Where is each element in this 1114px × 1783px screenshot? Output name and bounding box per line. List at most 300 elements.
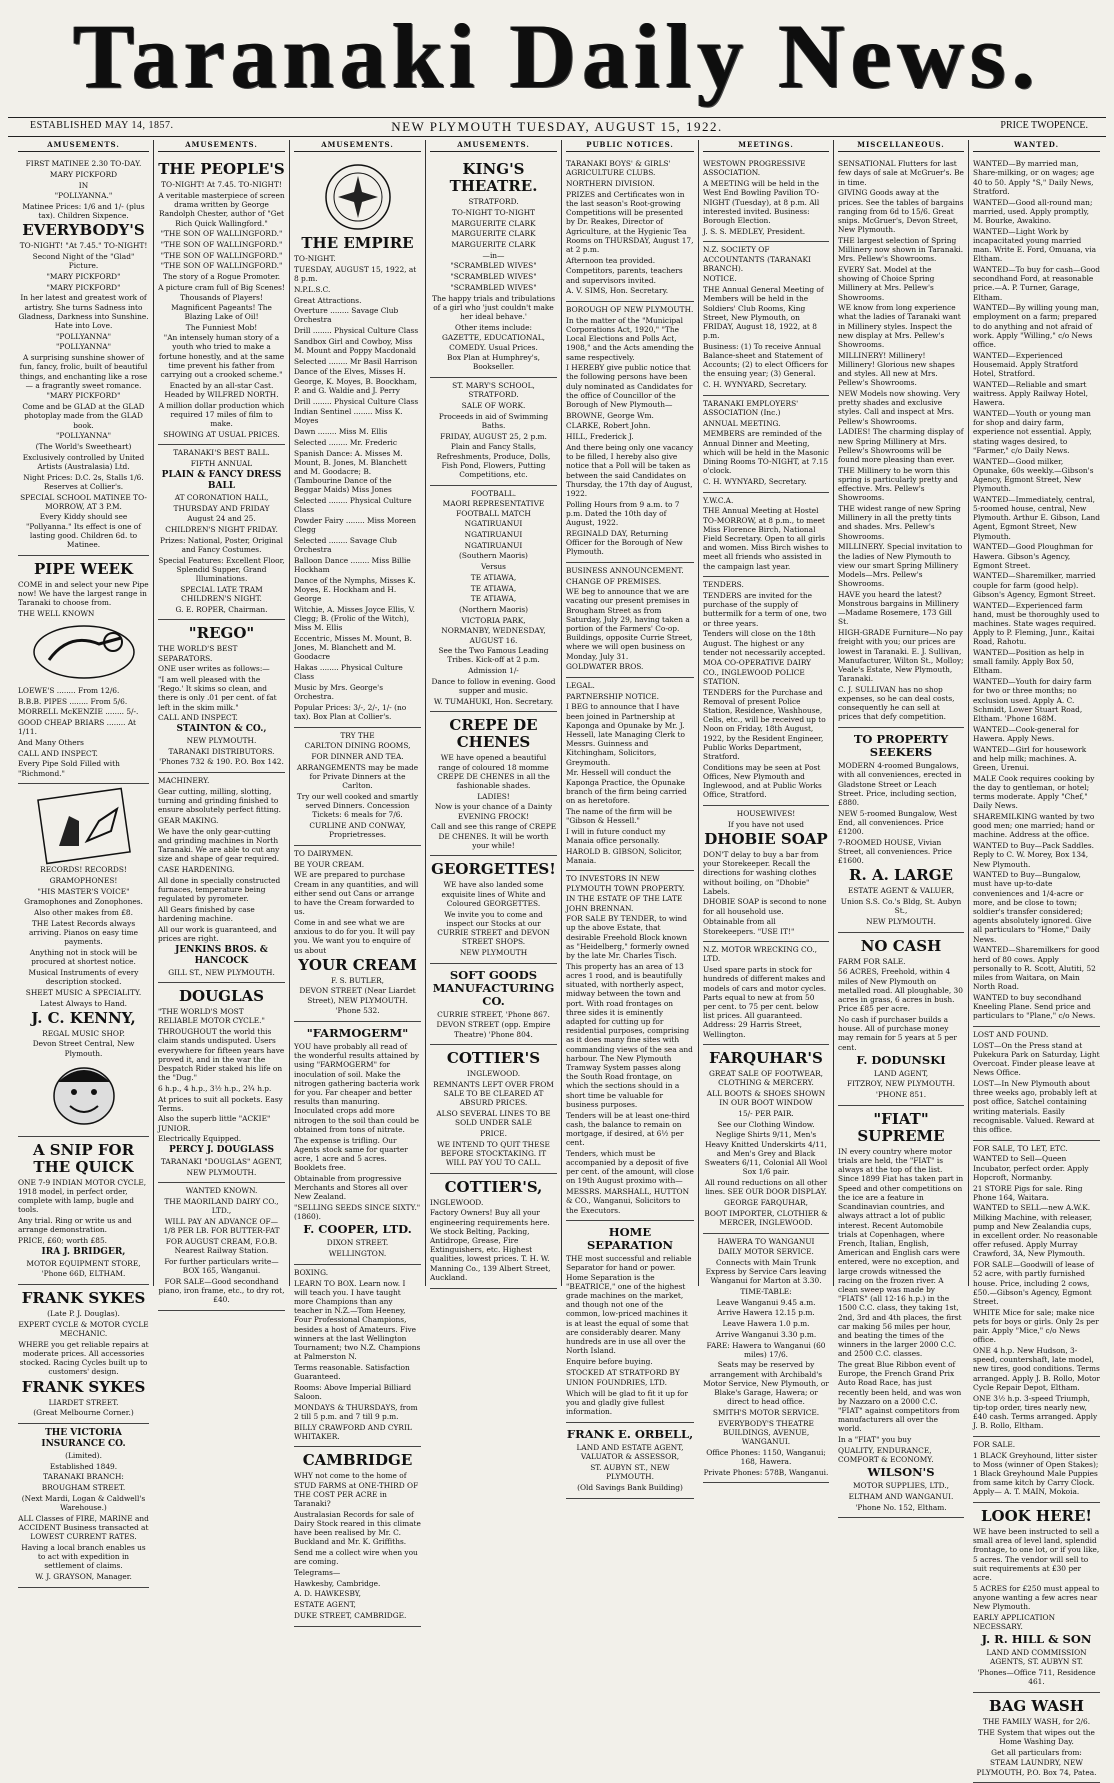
advertisement: [838, 728, 964, 933]
text-line: LOEWE'S ........ From 12/6.: [18, 686, 120, 696]
text-line: Competitors, parents, teachers and supervisors invited.: [566, 266, 683, 285]
text-line: THE Latest Records always arriving. Pianos on easy time payments.: [28, 918, 139, 947]
text-line: F. S. BUTLER,: [331, 975, 384, 985]
text-line: THE System that wipes out the Home Washing Day.: [978, 1727, 1095, 1746]
established-line: ESTABLISHED MAY 14, 1857.: [30, 120, 174, 131]
text-line: NEW PLYMOUTH.: [866, 917, 936, 927]
text-line: BROUGHAM STREET.: [41, 1483, 126, 1493]
text-line: WANTED—Youth or young man for shop and dairy farm, experience not essential. Apply, stating wages desired, to "Farmer," c/o Daily News.: [973, 408, 1092, 455]
text-line: Every Pipe Sold Filled with "Richmond.": [18, 759, 120, 778]
text-line: STEAM LAUNDRY, NEW PLYMOUTH, P.O. Box 74, Patea.: [976, 1758, 1097, 1777]
text-line: 'Phone 532.: [335, 1006, 380, 1016]
text-line: WE have opened a beautiful range of coloured 18 momme CREPE DE CHENES in all the fashionable shades.: [437, 753, 550, 791]
text-line: Gear cutting, milling, slotting, turning and grinding finished to ensure absolutely perfect fitting.: [158, 786, 281, 815]
text-line: In her latest and greatest work of artistry. She turns Sadness into Gladness, Darkness into Sunshine. Hate into Love.: [18, 293, 149, 331]
ad-heading: IRA J. BRIDGER,: [41, 1246, 126, 1257]
text-line: Arrive Hawera 12.15 p.m.: [717, 1308, 815, 1318]
text-line: NOTICE.: [703, 274, 737, 284]
text-line: "An intensely human story of a youth who tried to make a fortune honestly, and at the same time prevent his father from carrying out a crooked scheme.": [158, 333, 285, 380]
text-line: WANTED—Good all-round man; married, used. Apply promptly, M. Bourke, Awakino.: [973, 197, 1093, 225]
text-line: WANTED—Good Ploughman for Hawera. Gibson's Agency, Egmont Street.: [973, 542, 1093, 570]
ad-heading: COTTIER'S: [446, 1049, 541, 1068]
text-line: Enquire before buying.: [566, 1356, 653, 1366]
text-line: 'Phone No. 152, Eltham.: [855, 1502, 947, 1512]
text-line: PRICE, £60; worth £85.: [18, 1236, 107, 1246]
text-line: WESTOWN PROGRESSIVE ASSOCIATION.: [703, 159, 806, 178]
text-line: (Great Melbourne Corner.): [33, 1408, 134, 1418]
text-line: WANTED to Sell—Queen Incubator, perfect order. Apply Hopcroft, Normanby.: [973, 1154, 1089, 1182]
text-line: ESTATE AGENT,: [294, 1600, 356, 1610]
advertisement: [430, 964, 557, 1046]
text-line: MAORI REPRESENTATIVE FOOTBALL MATCH: [442, 499, 545, 518]
text-line: C. J. SULLIVAN has no shop expenses, so he can deal costs, consequently he can sell at prices that defy competition.: [838, 684, 955, 722]
text-line: B.B.B. PIPES ........ From 5/6.: [18, 696, 128, 706]
text-line: THURSDAY AND FRIDAY: [173, 503, 270, 513]
text-line: THE WELL KNOWN: [18, 608, 95, 618]
text-line: Established 1849.: [49, 1461, 118, 1471]
text-line: THE largest selection of Spring Millinery now shown in Taranaki. Mrs. Pellew's Showrooms.: [838, 235, 964, 264]
ad-heading: COTTIER'S,: [444, 1177, 543, 1196]
text-line: HIGH-GRADE Furniture—No pay freight with you; our prices are lowest in Taranaki. E. J. Sullivan, Manufacturer, Wilton St., Molloy; Veale's Estate, New Plymouth, Taranaki.: [838, 628, 964, 684]
text-line: Box Plan at Humphrey's, Bookseller.: [447, 353, 540, 372]
text-line: C. H. WYNYARD, Secretary.: [703, 477, 807, 486]
text-line: EARLY APPLICATION NECESSARY.: [973, 1612, 1056, 1632]
text-line: —in—: [482, 250, 505, 260]
text-line: A surprising sunshine shower of fun, fancy, frolic, built of beautiful things, and enchanting like a rose — a fragrantly sweet romance.: [19, 353, 148, 390]
text-line: ST. MARY'S SCHOOL, STRATFORD.: [452, 381, 535, 400]
text-line: FOR SALE, TO LET, ETC.: [973, 1143, 1068, 1153]
ad-heading: A SNIP FOR THE QUICK: [32, 1140, 135, 1176]
text-line: MILLINERY. Special invitation to the ladies of New Plymouth to view our smart Spring Millinery Models—Mrs. Pellew's Showrooms.: [838, 542, 963, 589]
text-line: A veritable masterpiece of screen drama written by George Randolph Chester, author of "Get Rich Quick Wallingford.": [158, 190, 285, 228]
text-line: The story of a Rogue Promoter.: [162, 272, 281, 282]
text-line: Thousands of Players! Magnificent Pageants! The Blazing Lake of Oil!: [171, 293, 272, 321]
text-line: Music by Mrs. George's Orchestra.: [294, 682, 384, 702]
text-line: 1 BLACK Greyhound, litter sister to Moss (winner of Open Stakes); 1 Black Greyhound Male Puppies from same kitch by Carry Clock. Apply— A. T. MAIN, Mokoia.: [973, 1450, 1099, 1497]
text-line: MOA CO-OPERATIVE DAIRY CO., INGLEWOOD POLICE STATION.: [703, 658, 812, 686]
ad-heading: WILSON'S: [867, 1465, 935, 1480]
text-line: "SCRAMBLED WIVES": [450, 282, 537, 292]
advertisement: [294, 728, 421, 846]
ad-heading: FRANK SYKES: [21, 1289, 146, 1308]
text-line: GAZETTE, EDUCATIONAL, COMEDY. Usual Prices.: [442, 333, 545, 352]
text-line: TENDERS for the Purchase and Removal of present Police Station, Residence, Washhouse, Cells, etc., will be received up to Noon on Friday, 18th August, 1922, by the Resident Engineer, Public Works Department, Stratford.: [703, 687, 826, 761]
newspaper-title: Taranaki Daily News.: [73, 5, 1041, 107]
text-line: WE INTEND TO QUIT THESE BEFORE STOCKTAKING. IT WILL PAY YOU TO CALL.: [437, 1139, 550, 1168]
text-line: SENSATIONAL Flutters for last few days of sale at McGruer's. Be in time.: [838, 159, 964, 187]
text-line: WE beg to announce that we are vacating our present premises in Brougham Street as from Saturday, July 29, having taken a portion of the Farmers' Co-op. Buildings, opposite Currie Street, where we will open business on Monday, July 31.: [566, 587, 693, 661]
advertisement: [18, 156, 149, 556]
text-line: MACHINERY.: [158, 776, 210, 786]
text-line: TE ATIAWA,: [470, 572, 517, 582]
text-line: HILL, Frederick J.: [566, 432, 634, 442]
ad-heading: THE PEOPLE'S: [158, 160, 285, 179]
text-line: W. J. GRAYSON, Manager.: [35, 1571, 132, 1581]
text-line: Balloon Dance ........ Miss Billie Hockham: [294, 555, 411, 574]
ad-heading: MEETINGS.: [703, 140, 829, 152]
text-line: 21 STORE Pigs for sale. Ring Phone 164, Waitara.: [973, 1183, 1083, 1202]
text-line: NEW PLYMOUTH: [459, 947, 528, 957]
text-line: GILL ST., NEW PLYMOUTH.: [168, 967, 275, 977]
victor-pipes-logo: [29, 622, 139, 682]
advertisement: [18, 556, 149, 785]
text-line: Come in and see what we are anxious to do for you. It will pay you. We want you to enquire of us about: [294, 917, 415, 955]
text-line: DIXON STREET.: [326, 1238, 389, 1248]
text-line: ST. AUBYN ST., NEW PLYMOUTH.: [590, 1463, 670, 1482]
text-line: Tenders will be at least one-third cash, the balance to remain on mortgage, if desired, at 6½ per cent.: [566, 1110, 690, 1148]
text-line: TO-NIGHT.: [294, 254, 336, 264]
text-line: NORMANBY, WEDNESDAY, AUGUST 16.: [441, 626, 546, 645]
text-line: WHY not come to the home of STUD FARMS at ONE-THIRD OF THE COST PER ACRE in Taranaki?: [294, 1471, 419, 1509]
text-line: BILLY CRAWFORD AND CYRIL WHITAKER.: [294, 1422, 412, 1441]
text-line: (Late P. J. Douglas).: [47, 1309, 120, 1319]
advertisement: [566, 156, 694, 302]
text-line: ONE 4 h.p. New Hudson, 3-speed, countershaft, late model, new tires, good conditions. Terms arranged. Apply J. B. Rollo, Motor Cycle Repair Depot, Eltham.: [973, 1345, 1100, 1392]
text-line: ARRANGEMENTS may be made for Private Dinners at the Carlton.: [296, 762, 419, 791]
advertisement: [703, 942, 829, 1045]
ad-heading: J. R. HILL & SON: [981, 1632, 1092, 1647]
ad-heading: "REGO": [188, 624, 255, 643]
text-line: All round reductions on all other lines. SEE OUR DOOR DISPLAY.: [704, 1178, 828, 1197]
text-line: No cash if purchaser builds a house. All of purchase money may remain for 5 years at 5 per cent.: [838, 1014, 957, 1052]
text-line: WELLINGTON.: [328, 1249, 387, 1259]
text-line: WANTED—Good milker, Opunake, 60s weekly.—Gibson's Agency, Egmont Street, New Plymouth.: [973, 456, 1094, 494]
advertisement: [973, 1693, 1100, 1783]
advertisement: [566, 302, 694, 563]
advertisement: [973, 1027, 1100, 1141]
advertisement: [703, 1045, 829, 1233]
text-line: WANTED—Sharemilker, married couple for farm (good help). Gibson's Agency, Egmont Street.: [973, 571, 1096, 599]
text-line: TO-NIGHT! "At 7.45." TO-NIGHT!: [19, 241, 148, 251]
advertisement: [430, 856, 557, 963]
text-line: Send me a collect wire when you are coming.: [294, 1548, 418, 1567]
text-line: INGLEWOOD.: [430, 1197, 484, 1207]
text-line: IN: [78, 180, 89, 190]
text-line: "THE WORLD'S MOST RELIABLE MOTOR CYCLE.": [158, 1007, 265, 1026]
text-line: In the matter of the "Municipal Corporations Act, 1920," "The Local Elections and Polls Act, 1908," and the Acts amending the same respectively.: [566, 315, 694, 362]
text-line: Also other makes from £8.: [34, 908, 133, 918]
text-line: WANTED—Experienced Housemaid. Apply Stratford Hotel, Stratford.: [973, 350, 1079, 379]
ad-heading: HOME SEPARATION: [586, 1225, 674, 1253]
text-line: Spanish Dance: A. Misses M. Mount, B. Jones, M. Blanchett and M. Goodacre; B. (Tambourine Dance of the Beggar Maids) Miss Jones: [294, 448, 407, 495]
advertisement: [158, 1183, 285, 1310]
text-line: "I am well pleased with the 'Rego.' It skims so clean, and there is only .01 per cent. of fat left in the skim milk.": [158, 674, 277, 712]
dateline-rule: [8, 136, 1106, 137]
advertisement: [703, 156, 829, 242]
text-line: LAND AND ESTATE AGENT, VALUATOR & ASSESSOR,: [576, 1443, 684, 1462]
text-line: NEW Models now showing. Very pretty shades and exclusive styles. Call and inspect at Mrs. Pellew's Showrooms.: [838, 389, 960, 426]
ad-heading: PERCY J. DOUGLASS: [169, 1145, 274, 1156]
text-line: TUESDAY, AUGUST 15, 1922, at 8 p.m.: [294, 264, 417, 284]
text-line: WANTED—Cook-general for Hawera. Apply News.: [973, 724, 1079, 743]
ad-heading: PIPE WEEK: [34, 559, 133, 578]
column-5: [562, 140, 699, 1492]
text-line: WANTED—Immediately, central, 5-roomed house, central, New Plymouth. Arthur E. Gibson, Land Agent, Egmont Street, New Plymouth.: [973, 494, 1100, 541]
text-line: If you have not used: [728, 819, 804, 829]
text-line: EVERY Sat. Model at the showing of Choice Spring Millinery at Mrs. Pellew's Showrooms.: [838, 264, 935, 302]
ad-heading: THE VICTORIA INSURANCE CO.: [41, 1427, 126, 1449]
text-line: Conditions may be seen at Post Offices, New Plymouth and Inglewood, and at Public Works Office, Stratford.: [703, 762, 822, 800]
text-line: DEVON STREET (opp. Empire Theatre) 'Phone 804.: [436, 1020, 551, 1039]
advertisement: [158, 773, 285, 983]
text-line: Factory Owners! Buy all your engineering requirements here. We stock Belting, Packing, Antidrope, Grease, Fire Extinguishers, etc. Highest qualities, lowest prices. T. H. W. Manning Co., 139 Albert Street, Auckland.: [430, 1208, 551, 1282]
column-6: [699, 140, 834, 1477]
text-line: Hawkesby, Cambridge.: [294, 1578, 381, 1588]
text-line: FOR SALE—Good secondhand piano, iron frame, etc., to dry rot, £40.: [158, 1276, 285, 1305]
text-line: HOUSEWIVES!: [736, 809, 796, 818]
ad-heading: DHOBIE SOAP: [704, 829, 828, 848]
advertisement: [158, 983, 285, 1183]
text-line: Selected ........ Physical Culture Class: [294, 496, 412, 515]
text-line: "HIS MASTER'S VOICE": [37, 886, 130, 896]
text-line: WE have been instructed to sell a small area of level land, splendid frontage, to one lot, or if you like, 5 acres. The vendor will sell to suit requirements at £30 per acre.: [973, 1527, 1100, 1583]
text-line: GRAMOPHONES!: [49, 876, 118, 886]
text-line: Afternoon tea provided.: [566, 255, 656, 265]
text-line: LEGAL.: [566, 681, 595, 691]
text-line: A. V. SIMS, Hon. Secretary.: [566, 286, 669, 296]
text-line: THROUGHOUT the world this claim stands undisputed. Users everywhere for fifteen years have proved it, and in the war the Despatch Rider staked his life on the "Dug.": [158, 1027, 285, 1083]
text-line: A. D. HAWKESBY,: [294, 1589, 362, 1599]
text-line: Also the superb little "ACKIE" JUNIOR.: [158, 1114, 271, 1133]
text-line: WANTED—Light Work by incapacitated young married man. Write E. Ford, Omuana, via Eltham.: [973, 226, 1096, 264]
text-line: Matinee Prices: 1/6 and 1/- (plus tax). Children Sixpence.: [22, 202, 145, 221]
advertisement: [294, 1265, 421, 1448]
text-line: CHILDREN'S NIGHT FRIDAY.: [165, 525, 278, 534]
ad-heading: F. COOPER, LTD.: [303, 1222, 412, 1237]
text-line: 'PHONE 851.: [875, 1090, 927, 1100]
column-1: [14, 140, 154, 1581]
text-line: Try our well cooked and smartly served Dinners. Concession Tickets: 6 meals for 7/6.: [296, 791, 419, 820]
advertisement: [294, 1447, 421, 1626]
text-line: "MARY PICKFORD": [46, 282, 121, 292]
text-line: MARGUERITE CLARK: [451, 229, 536, 239]
text-line: Witchie, A. Misses Joyce Ellis, V. Clegg; B. (Frolic of the Witch), Miss M. Ellis: [294, 604, 416, 633]
ad-heading: AMUSEMENTS.: [158, 140, 285, 152]
text-line: "POLLYANNA": [55, 431, 112, 441]
text-line: A picture cram full of Big Scenes!: [158, 282, 285, 292]
text-line: "POLLYANNA.": [54, 191, 113, 201]
text-line: THE MAORILAND DAIRY CO., LTD.,: [164, 1197, 279, 1216]
empire-emblem: [323, 162, 393, 232]
text-line: MARGUERITE CLARK: [451, 218, 536, 228]
text-line: (Southern Maoris): [459, 551, 528, 561]
text-line: TE ATIAWA,: [470, 583, 517, 593]
text-line: THE Annual Meeting at Hostel TO-MORROW, at 8 p.m., to meet Miss Florence Birch, National Field Secretary. Open to all girls and women. Miss Birch wishes to meet all friends who assisted in the campaign last year.: [703, 506, 829, 571]
text-line: BROWNE, George Wm.: [566, 410, 654, 420]
text-line: Sandbox Girl and Cowboy, Miss M. Mount and Poppy Macdonald: [294, 336, 417, 356]
text-line: EXPERT CYCLE & MOTOR CYCLE MECHANIC.: [18, 1319, 149, 1339]
advertisement: [566, 563, 694, 678]
text-line: LADIES! The charming display of new Spring Millinery at Mrs. Pellew's Showrooms will be found more pleasing than ever.: [838, 427, 964, 464]
text-line: THE Millinery to be worn this spring is particularly pretty and effective. Mrs. Pellew's Showrooms.: [838, 465, 958, 503]
text-line: 56 ACRES, Freehold, within 4 miles of New Plymouth on metalled road. All ploughable, 30 acres in grass, 6 acres in bush. Price £85 per acre.: [838, 967, 963, 1014]
text-line: NEW 5-roomed Bungalow, West End, all conveniences. Price £1200.: [838, 808, 958, 837]
text-line: DON'T delay to buy a bar from your Storekeeper. Recall the directions for washing clothes without boiling, on "Dhobie" Labels.: [703, 849, 819, 896]
text-line: HAROLD B. GIBSON, Solicitor, Manaia.: [566, 846, 683, 865]
ad-heading: THE EMPIRE: [301, 234, 414, 253]
text-line: GREAT SALE OF FOOTWEAR, CLOTHING & MERCERY.: [708, 1069, 824, 1088]
text-line: Overture ........ Savage Club Orchestra: [294, 306, 399, 325]
advertisement: [973, 1503, 1100, 1693]
column-2: [154, 140, 290, 1305]
text-line: WANTED to SELL—new A.W.K. Milking Machine, with releaser, pump and New Zealandia cups, in excellent order. No reasonable offer refused. Apply Murray Crawford, 3A, New Plymouth.: [973, 1203, 1098, 1259]
text-line: INGLEWOOD.: [466, 1069, 521, 1079]
text-line: We invite you to come and inspect our Stocks at our CURRIE STREET and DEVON STREET SHOPS.: [437, 909, 550, 947]
ad-heading: KING'S THEATRE.: [449, 160, 538, 196]
text-line: Electrically Equipped.: [158, 1134, 242, 1144]
text-line: Which will be glad to fit it up for you and gladly give fullest information.: [566, 1389, 689, 1417]
text-line: Anything not in stock will be procured at shortest notice.: [29, 947, 138, 967]
text-line: Devon Street Central, New Plymouth.: [32, 1039, 135, 1058]
text-line: ONE 3½ h.p. 3-speed Triumph, tip-top order, tires nearly new, £40 cash. Terms arranged. Apply J. B. Rollo, Eltham.: [973, 1393, 1098, 1431]
text-line: TO DAIRYMEN.: [294, 848, 354, 858]
text-line: EVERYBODY'S THEATRE BUILDINGS, AVENUE, WANGANUI.: [718, 1418, 814, 1447]
dateline: NEW PLYMOUTH TUESDAY, AUGUST 15, 1922.: [391, 119, 723, 134]
text-line: Seats may be reserved by arrangement with Archibald's Motor Service, New Plymouth, or Blake's Garage, Hawera; or direct to head office.: [703, 1360, 829, 1407]
text-line: Get all particulars from:: [991, 1747, 1082, 1757]
text-line: 5 ACRES for £250 must appeal to anyone wanting a few acres near New Plymouth.: [973, 1583, 1100, 1612]
text-line: LOST AND FOUND.: [973, 1029, 1049, 1039]
ad-heading: WANTED.: [973, 140, 1100, 152]
text-line: Y.W.C.A.: [703, 495, 734, 505]
ad-heading: AMUSEMENTS.: [430, 140, 557, 152]
text-line: LOST—In New Plymouth about three weeks ago, probably left at post office, Satchel containing writing materials. Easily recognisable. Valued. Reward at this office.: [973, 1079, 1097, 1135]
text-line: All done in specially constructed furnaces, temperature being regulated by pyrometer.: [158, 875, 281, 903]
text-line: And there being only one vacancy to be filled, I hereby also give notice that a Poll will be taken as between the said Candidates on Thursday, the 17th day of August, 1922.: [566, 442, 694, 498]
ad-heading: SOFT GOODS MANUFACTURING CO.: [432, 967, 555, 1008]
text-line: Dawn ........ Miss M. Ellis: [294, 427, 388, 437]
text-line: Eccentric, Misses M. Mount, B. Jones, M. Blanchett and M. Goodacre: [294, 633, 412, 662]
text-line: GEORGE FARQUHAR,: [724, 1197, 808, 1207]
text-line: TRY THE: [340, 730, 375, 740]
ad-heading: J. C. KENNY,: [31, 1008, 136, 1027]
text-line: (Limited).: [65, 1450, 102, 1460]
text-line: Used spare parts in stock for hundreds of different makes and models of cars and motor cycles. Parts equal to new at from 50 per cent. to 75 per cent. below list prices. All guaranteed. Address: 29 Harris Street, Wellington.: [703, 965, 827, 1039]
text-line: PARTNERSHIP NOTICE.: [566, 691, 659, 701]
text-line: FARM FOR SALE.: [838, 956, 906, 966]
text-line: TO-NIGHT TO-NIGHT: [451, 207, 536, 217]
text-line: And Many Others: [18, 738, 84, 748]
text-line: FOR SALE—Goodwill of lease of 52 acre, with partly furnished house. Price, including 2 cows, £50.—Gibson's Agency, Egmont Street.: [973, 1260, 1094, 1306]
text-line: ESTATE AGENT & VALUER,: [847, 886, 955, 896]
text-line: Any trial. Ring or write us and arrange demonstration.: [18, 1216, 132, 1235]
text-line: CARLTON DINING ROOMS,: [304, 741, 411, 751]
text-line: IN every country where motor trials are held, the "FIAT" is always at the top of the list. Since 1899 Fiat has taken part in Speed and other competitions on the ice are a feature in Scandinavian countries, and always attract a lot of public interest. Recent Automobile trials at Copenhagen, where French, Italian, English, American and English cars were entered, were no exception, and large crowds witnessed the racing on the frozen river. A clean sweep was made by "FIATS" (all 12-16 h.p.) in the 1500 C.C. class, they taking 1st, 2nd, 3rd and 4th places, the first car making 56 miles per hour, and beating the times of the winners in the larger 2000 C.C. and 2500 C.C. classes.: [838, 1146, 964, 1359]
advertisement: [973, 156, 1100, 1027]
text-line: TO-NIGHT! At 7.45. TO-NIGHT!: [161, 180, 282, 190]
text-line: VICTORIA PARK,: [461, 615, 526, 625]
text-line: ELTHAM AND WANGANUI.: [848, 1491, 954, 1501]
text-line: Having a local branch enables us to act with expedition in settlement of claims.: [21, 1542, 146, 1571]
text-line: FIRST MATINEE 2.30 TO-DAY.: [25, 159, 142, 169]
text-line: LIARDET STREET.: [48, 1397, 119, 1407]
advertisement: [18, 1137, 149, 1285]
text-line: WANTED to buy secondhand Kneeling Plane. Send price and particulars to "Plane," c/o News.: [973, 992, 1096, 1021]
text-line: FOR SALE BY TENDER, to wind up the above Estate, that desirable Freehold Block known as "Heidelberg," formerly owned by the late Mr. Charles Tisch.: [566, 914, 690, 961]
text-line: Obtainable from all Storekeepers. "USE IT!": [703, 917, 795, 936]
text-line: The name of the firm will be "Gibson & Hessell.": [566, 806, 672, 825]
ad-heading: MISCELLANEOUS.: [838, 140, 964, 152]
text-line: HAWERA TO WANGANUI: [717, 1236, 815, 1246]
text-line: "POLLYANNA": [55, 342, 112, 352]
text-line: Special Features: Excellent Floor, Splendid Supper, Grand Illuminations.: [158, 555, 285, 584]
ad-heading: F. DODUNSKI: [856, 1052, 946, 1067]
text-line: DHOBIE SOAP is second to none for all household use.: [703, 897, 827, 916]
text-line: The expense is trifling. Our Agents stock same for quarter acre, 1 acre and 5 acres. Booklets free.: [294, 1135, 408, 1173]
ad-heading: PLAIN & FANCY DRESS BALL: [161, 469, 282, 491]
text-line: CALL AND INSPECT.: [158, 713, 238, 723]
text-line: DEVON STREET (Near Liardet Street), NEW PLYMOUTH.: [299, 986, 416, 1005]
text-line: For further particulars write— BOX 165, Wanganui.: [164, 1256, 279, 1276]
text-line: RECORDS! RECORDS!: [40, 865, 127, 875]
text-line: AT CORONATION HALL,: [174, 492, 269, 502]
his-masters-voice-logo: [39, 791, 129, 861]
text-line: ALL BOOTS & SHOES SHOWN IN OUR BOOT WINDOW: [706, 1089, 826, 1108]
ad-heading: STAINTON & CO.,: [176, 723, 267, 734]
ad-heading: GEORGETTES!: [431, 860, 556, 879]
text-line: NEW PLYMOUTH.: [186, 735, 257, 745]
text-line: WANTED—Position as help in small family. Apply Box 50, Eltham.: [973, 648, 1085, 676]
text-line: MOTOR EQUIPMENT STORE,: [26, 1258, 141, 1268]
advertisement: [18, 784, 149, 1136]
advertisement: [430, 486, 557, 713]
text-line: SHEET MUSIC A SPECIALITY.: [25, 987, 142, 997]
text-line: "THE SON OF WALLINGFORD.": [160, 239, 283, 249]
text-line: MESSRS. MARSHALL, HUTTON & CO., Wanganui, Solicitors to the Executors.: [566, 1187, 690, 1215]
text-line: THE FAMILY WASH, for 2/6.: [982, 1717, 1091, 1727]
price-label: PRICE TWOPENCE.: [1000, 120, 1088, 131]
text-line: (Next Mardi, Logan & Caldwell's Warehouse.): [21, 1493, 146, 1512]
text-line: WE know from long experience what the ladies of Taranaki want in Millinery styles. Inspect the new display at Mrs. Pellew's Showrooms.: [838, 303, 961, 350]
text-line: THE Annual General Meeting of Members will be held in the Soldiers' Club Rooms, King Street, New Plymouth, on FRIDAY, August 18, 1922, at 8 p.m.: [703, 285, 824, 341]
advertisement: [973, 1437, 1100, 1503]
text-line: Plain and Fancy Stalls, Refreshments, Produce, Dolls, Fish Pond, Flowers, Putting Competitions, etc.: [436, 442, 551, 479]
text-line: A million dollar production which required 17 miles of film to make.: [158, 400, 285, 429]
dateline-bar: [8, 120, 1106, 136]
text-line: STOCKED AT STRATFORD BY: [566, 1367, 680, 1377]
text-line: Come and be GLAD at the GLAD photoplay made from the GLAD book.: [22, 402, 145, 430]
text-line: W. TUMAHUKI, Hon. Secretary.: [433, 696, 554, 706]
text-line: "SCRAMBLED WIVES": [450, 272, 537, 282]
text-line: Selected ........ Mr. Frederic: [294, 437, 398, 447]
text-line: August 24 and 25.: [187, 514, 256, 524]
text-line: SMITH'S MOTOR SERVICE.: [712, 1407, 820, 1417]
text-line: UNION FOUNDRIES, LTD.: [566, 1378, 667, 1388]
text-line: WANTED—Reliable and smart waitress. Apply Railway Hotel, Hawera.: [973, 379, 1089, 408]
text-line: DAILY MOTOR SERVICE.: [718, 1247, 814, 1257]
text-line: Neglige Shirts 9/11, Men's Heavy Knitted Underskirts 4/11, and Men's Grey and Black Sweaters 6/11, Colonial All Wool Sox 1/6 pair.: [704, 1130, 828, 1177]
columns: [14, 140, 1104, 1777]
text-line: Powder Fairy ........ Miss Moreen Clegg: [294, 515, 416, 535]
text-line: TE ATIAWA,: [470, 594, 517, 604]
text-line: Other items include:: [455, 322, 532, 332]
text-line: MONDAYS & THURSDAYS, from 2 till 5 p.m. and 7 till 9 p.m.: [294, 1402, 418, 1421]
text-line: (Northern Maoris): [458, 604, 529, 614]
text-line: This property has an area of 13 acres 1 rood, and is beautifully situated, with northerly aspect, midway between the town and port. With road frontages on three sides it is eminently adapted for cutting up for residential purposes, comprising as it does many fine sites with commanding views of the sea and harbour. The New Plymouth Tramway System passes along the South Road frontage, on which the sections should in a short time be valuable for business purposes.: [566, 961, 693, 1109]
text-line: HAVE you heard the latest? Monstrous bargains in Millinery—Madame Rosemere, 173 Gill St.: [838, 589, 959, 627]
advertisement: [838, 156, 964, 728]
text-line: "THE SON OF WALLINGFORD.": [160, 229, 283, 239]
text-line: FARE: Hawera to Wanganui (60 miles) 17/6.: [706, 1340, 826, 1359]
text-line: The Funniest Mob!: [185, 322, 258, 332]
text-line: 'Phone 66D, ELTHAM.: [41, 1269, 126, 1279]
text-line: Versus: [481, 562, 506, 572]
column-8: [969, 140, 1104, 1777]
text-line: CLARKE, Robert John.: [566, 421, 651, 431]
text-line: TENDERS.: [703, 580, 744, 590]
ad-heading: FRANK E. ORBELL,: [566, 1427, 694, 1442]
ad-heading: R. A. LARGE: [849, 866, 953, 885]
